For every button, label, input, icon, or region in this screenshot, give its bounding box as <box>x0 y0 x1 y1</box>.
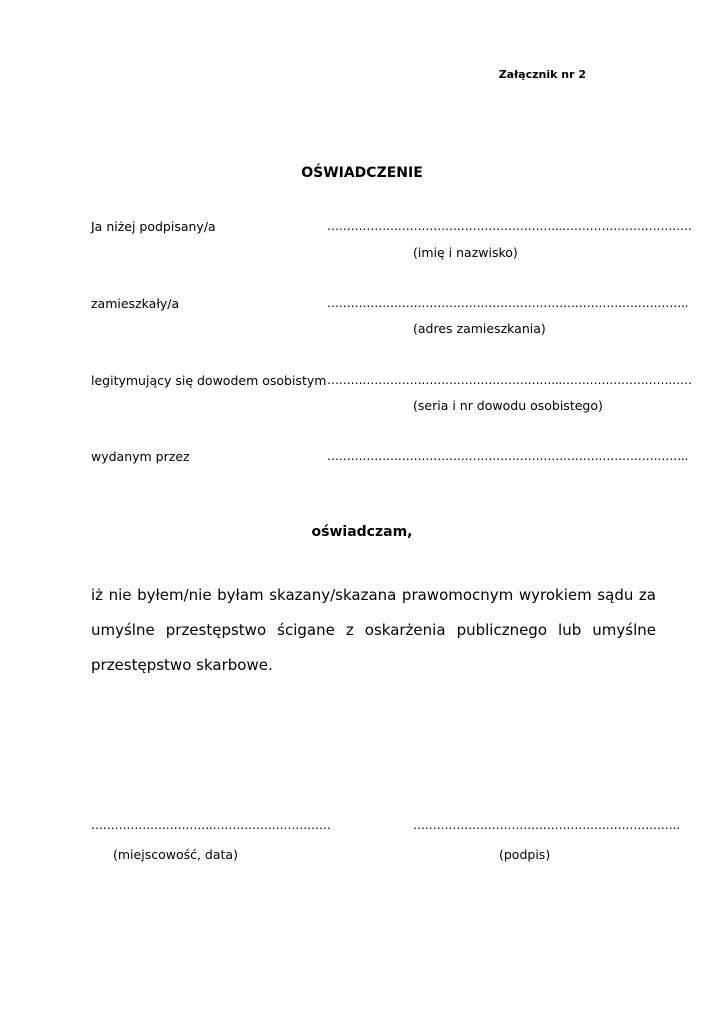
attachment-number: Załącznik nr 2 <box>498 68 586 81</box>
signature-dots: ………………………………………………………….. <box>413 818 680 832</box>
field-label-address: zamieszkały/a <box>91 296 180 311</box>
field-dots-id-card: …………………………………………………...…………………………… <box>327 373 692 387</box>
field-hint-name: (imię i nazwisko) <box>413 245 518 260</box>
field-dots-address: ……………………………………………………………………………….. <box>327 296 689 310</box>
signature-caption: (podpis) <box>499 847 551 862</box>
document-title: OŚWIADCZENIE <box>301 165 423 181</box>
field-hint-id-card: (seria i nr dowodu osobistego) <box>413 398 603 413</box>
field-dots-issued-by: ……………………………………………………………………………….. <box>327 449 689 463</box>
field-label-name: Ja niżej podpisany/a <box>91 219 216 234</box>
field-label-issued-by: wydanym przez <box>91 449 190 464</box>
place-date-caption: (miejscowość, data) <box>113 847 238 862</box>
statement-text: iż nie byłem/nie byłam skazany/skazana prawomocnym wyrokiem sądu za umyślne przestępstwo ścigane z oskarżenia publicznego lub umyślne przestępstwo skarbowe. <box>91 586 656 674</box>
field-dots-name: …………………………………………………...…………………………… <box>327 219 692 233</box>
field-hint-address: (adres zamieszkania) <box>413 321 546 336</box>
field-label-id-card: legitymujący się dowodem osobistym <box>91 373 327 388</box>
declaration-heading: oświadczam, <box>311 524 413 540</box>
place-date-dots: ………………………….………………………… <box>91 818 331 832</box>
